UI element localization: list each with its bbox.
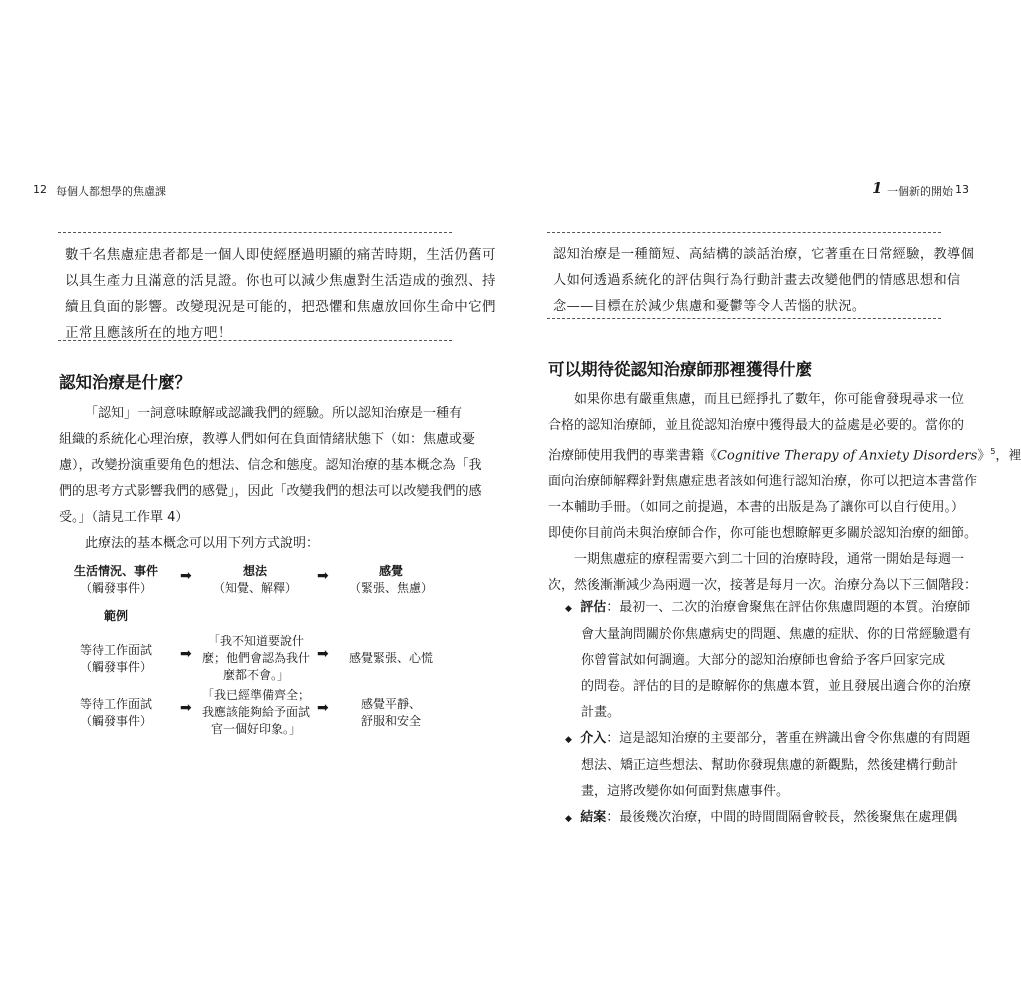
paragraph-line: 合格的認知治療師，並且從認知治療中獲得最大的益處是必要的。當你的	[548, 418, 965, 433]
list-item: ◆ 介入：這是認知治療的主要部分，著重在辨識出會令你焦慮的有問題 想法、矯正這些想法、幫助你發現焦慮的新觀點，然後建構行動計 畫，這將改變你如何面對焦慮事件。	[565, 731, 971, 799]
diagram-event-header	[66, 563, 166, 597]
paragraph-intro	[59, 401, 482, 557]
quote-top-divider	[547, 232, 941, 233]
quote-bottom-divider	[58, 340, 452, 341]
quote-line: 以具生產力且滿意的活見證。你也可以減少焦慮對生活造成的強烈、持	[65, 273, 496, 289]
quote-line: 認知治療是一種簡短、高結構的談話治療，它著重在日常經驗，教導個	[553, 247, 975, 262]
paragraph-line: 此療法的基本概念可以用下列方式說明：	[85, 536, 320, 551]
quote-line: 人如何透過系統化的評估與行為行動計畫去改變他們的情感思想和信	[553, 273, 961, 288]
arrow-right-icon: ➡	[180, 646, 192, 662]
right-running-title: 一個新的開始	[887, 185, 953, 198]
phase-term: 介入	[580, 731, 607, 746]
example1-event: 等待工作面試 （觸發事件）	[79, 643, 152, 674]
thought-subtitle: （知覺、解釋）	[212, 581, 297, 595]
feeling-subtitle: （緊張、焦慮）	[348, 581, 433, 595]
paragraph-line: 即使你目前尚未與治療師合作，你可能也想瞭解更多關於認知治療的細節。	[548, 526, 978, 542]
left-page-number: 12	[33, 183, 47, 196]
example2-event: 等待工作面試 （觸發事件）	[79, 697, 152, 728]
footnote-marker[interactable]: 5	[990, 447, 996, 456]
paragraph-line: 受。」（請見工作單 4）	[59, 510, 189, 525]
quote-bottom-divider	[547, 318, 941, 319]
quote-line: 正常且應該所在的地方吧！	[65, 325, 232, 341]
paragraph-line: 一本輔助手冊。（如同之前提過，本書的出版是為了讓你可以自行使用。）	[548, 500, 965, 516]
diamond-bullet-icon: ◆	[565, 814, 572, 824]
paragraph-line: 次，然後漸漸減少為兩週一次，接著是每月一次。治療分為以下三個階段：	[548, 578, 978, 594]
phase-term: 評估	[580, 600, 607, 615]
chapter-number: 1	[872, 179, 883, 197]
right-page-number: 13	[955, 183, 969, 196]
arrow-right-icon: ➡	[317, 700, 329, 716]
feeling-title: 感覺	[378, 564, 403, 578]
arrow-right-icon: ➡	[180, 568, 192, 584]
example2-thought: 「我已經準備齊全； 我應該能夠給予面試 官一個好印象。」	[201, 688, 310, 736]
quote-line: 續且負面的影響。改變現況是可能的，把恐懼和焦慮放回你生命中它們	[65, 299, 496, 315]
paragraph-therapist	[548, 387, 1021, 599]
list-item: ◆ 結案：最後幾次治療，中間的時間間隔會較長，然後聚焦在處理偶	[565, 810, 958, 825]
thought-title: 想法	[242, 564, 267, 578]
list-item: ◆ 評估：最初一、二次的治療會聚焦在評估你焦慮問題的本質。治療師 會大量詢問關於你焦慮病史的問題、焦慮的症狀、你的日常經驗還有 你曾嘗試如何調適。大部分的認知治療師也會給予客戶回家完成 的問卷。評估的目的是瞭解你的焦慮本質，並且發展出適合你的治療 計畫。	[565, 600, 972, 720]
arrow-right-icon: ➡	[180, 700, 192, 716]
quote-line: 數千名焦慮症患者都是一個人即使經歷過明顯的痛苦時期，生活仍舊可	[65, 247, 496, 263]
diamond-bullet-icon: ◆	[565, 735, 572, 745]
diagram-feeling-header	[338, 563, 444, 597]
arrow-right-icon: ➡	[317, 568, 329, 584]
left-running-title: 每個人都想學的焦慮課	[56, 185, 166, 198]
paragraph-line: 如果你患有嚴重焦慮，而且已經掙扎了數年，你可能會發現尋求一位	[574, 392, 965, 407]
section-heading: 可以期待從認知治療師那裡獲得什麼	[548, 360, 812, 379]
example1-feeling: 感覺緊張、心慌	[348, 651, 433, 665]
paragraph-line: 面向治療師解釋針對焦慮症患者該如何進行認知治療，你可以把這本書當作	[548, 474, 978, 490]
book-title: Cognitive Therapy of Anxiety Disorders	[717, 448, 978, 464]
left-quote-block	[65, 242, 496, 346]
arrow-right-icon: ➡	[317, 646, 329, 662]
example-label: 範例	[104, 609, 129, 623]
quote-line: 念——目標在於減少焦慮和憂鬱等令人苦惱的狀況。	[553, 299, 866, 314]
paragraph-line: 們的思考方式影響我們的感覺」，因此「改變我們的想法可以改變我們的感	[59, 484, 482, 499]
phase-list	[565, 595, 972, 832]
diagram-thought-header	[205, 563, 305, 597]
section-heading: 認知治療是什麼？	[59, 373, 191, 392]
paragraph-line: 組織的系統化心理治療，教導人們如何在負面情緒狀態下（如：焦慮或憂	[59, 432, 476, 447]
paragraph-line: 慮），改變扮演重要角色的想法、信念和態度。認知治療的基本概念為「我	[59, 458, 482, 473]
right-quote-block	[553, 242, 974, 320]
quote-top-divider	[58, 232, 452, 233]
paragraph-line: 「認知」一詞意味瞭解或認識我們的經驗。所以認知治療是一種有	[85, 406, 463, 421]
diamond-bullet-icon: ◆	[565, 604, 572, 614]
example1-thought: 「我不知道要說什 麼；他們會認為我什 麼都不會。」	[201, 634, 310, 682]
phase-term: 結案	[580, 810, 607, 825]
paragraph-line: 一期焦慮症的療程需要六到二十回的治療時段，通常一開始是每週一	[574, 552, 965, 568]
example2-feeling: 感覺平靜、 舒服和安全	[360, 697, 421, 728]
event-title: 生活情況、事件	[73, 564, 158, 578]
event-subtitle: （觸發事件）	[79, 581, 152, 595]
paragraph-line: 治療師使用我們的專業書籍《Cognitive Therapy of Anxiety Disorders》$^5$，裡	[548, 447, 1021, 464]
